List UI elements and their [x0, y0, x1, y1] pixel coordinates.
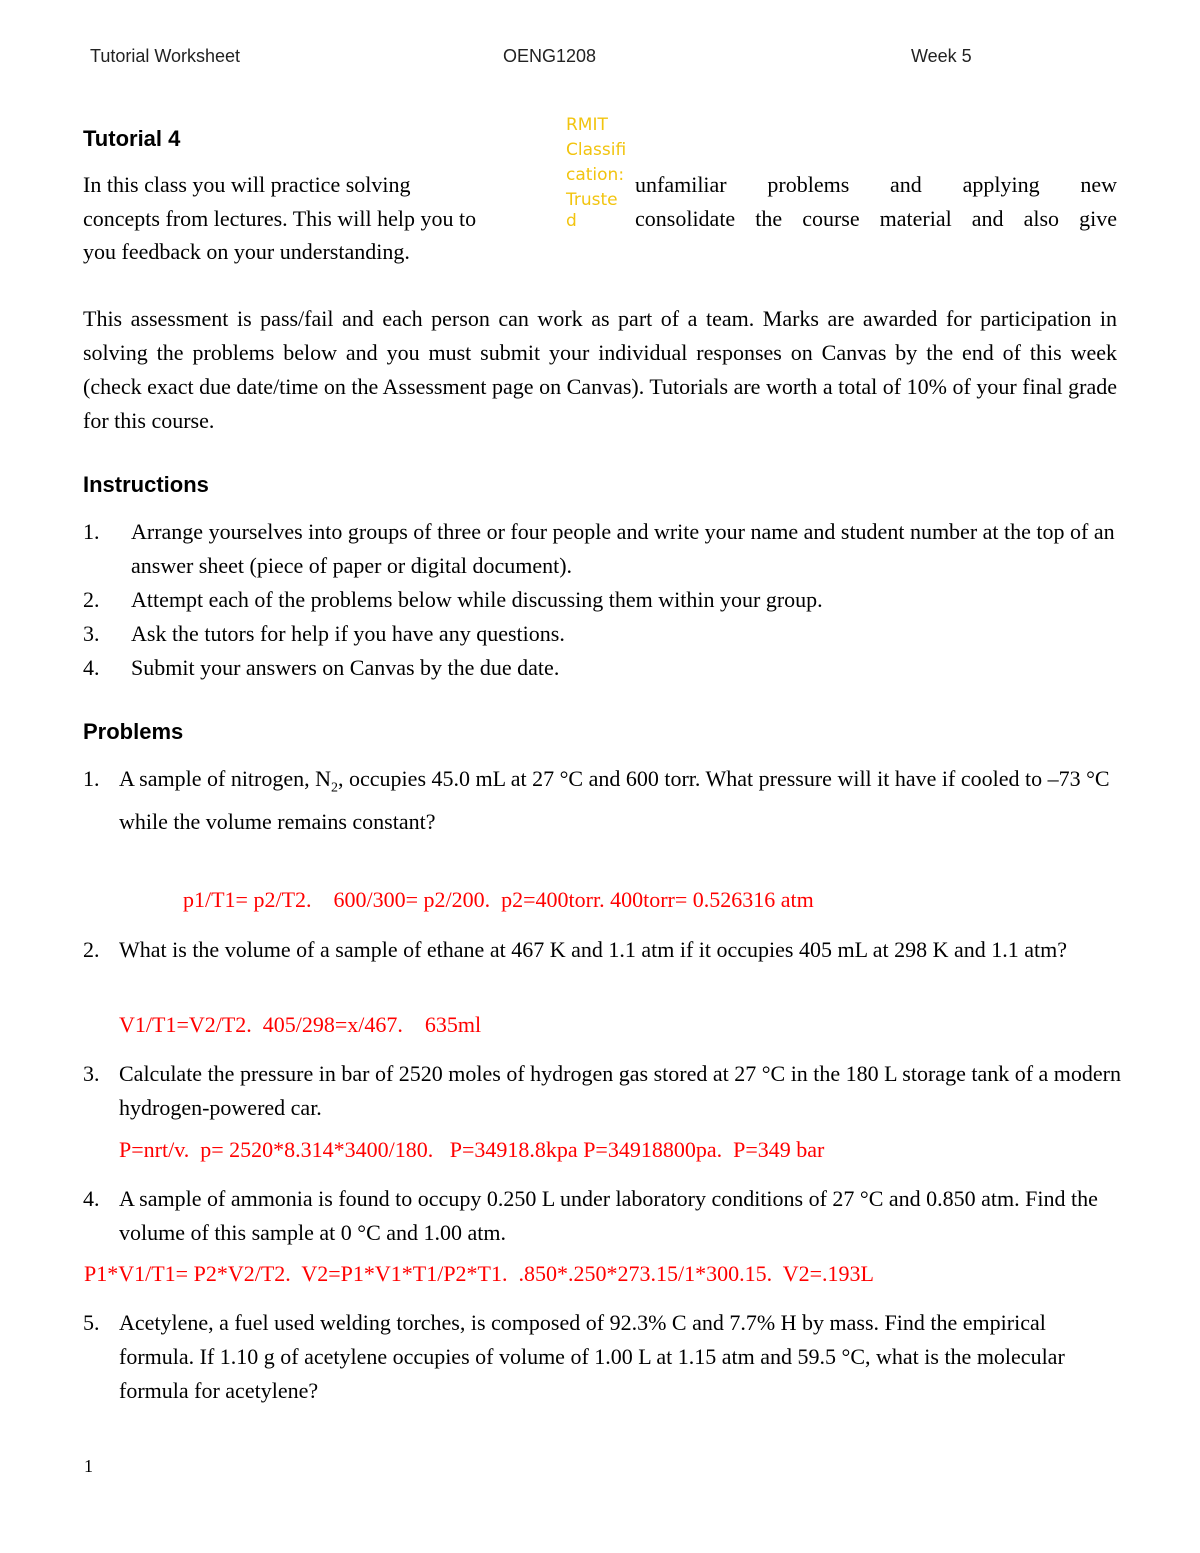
list-text: Arrange yourselves into groups of three or four people and write your name and student number at the top of an answer sheet (piece of paper or digital document). — [131, 519, 1115, 578]
problem-text: Calculate the pressure in bar of 2520 moles of hydrogen gas stored at 27 °C in the 180 L storage tank of a modern hydrogen-powered car. — [119, 1061, 1121, 1120]
problem-number: 5. — [83, 1310, 100, 1335]
answer-4: P1*V1/T1= P2*V2/T2. V2=P1*V1*T1/P2*T1. .850*.250*273.15/1*300.15. V2=.193L — [84, 1261, 874, 1286]
header-week: Week 5 — [911, 46, 972, 66]
page-title: Tutorial 4 — [83, 126, 181, 151]
problem-text: A sample of ammonia is found to occupy 0.250 L under laboratory conditions of 27 °C and 0.850 atm. Find the volume of this sample at 0 °C and 1.00 atm. — [119, 1186, 1098, 1245]
intro-line1-right: unfamiliar problems and applying new — [635, 172, 1117, 197]
intro-line2-left: concepts from lectures. This will help you to — [83, 206, 477, 231]
problem-2 — [83, 933, 1123, 967]
classification-line: Classifi — [566, 140, 627, 160]
classification-label — [566, 113, 634, 229]
answer-1: p1/T1= p2/T2. 600/300= p2/200. p2=400torr. 400torr= 0.526316 atm — [183, 887, 814, 912]
list-number: 4. — [83, 655, 100, 680]
problem-number: 1. — [83, 766, 100, 791]
problem-text-post: , occupies 45.0 mL at 27 °C and 600 torr. What pressure will it have if cooled to –73 °C while the volume remains constant? — [119, 766, 1110, 835]
header-course-code: OENG1208 — [503, 46, 597, 66]
classification-line: cation: — [566, 165, 625, 185]
problem-1 — [83, 762, 1123, 839]
problem-number: 2. — [83, 937, 100, 962]
intro-line2-right: consolidate the course material and also give — [635, 206, 1117, 231]
list-item — [83, 1182, 1123, 1250]
list-item — [83, 762, 1123, 839]
problem-5 — [83, 1306, 1123, 1408]
classification-line: d — [566, 211, 577, 231]
problem-4 — [83, 1182, 1123, 1250]
classification-line: Truste — [566, 190, 618, 210]
list-text: Submit your answers on Canvas by the due date. — [131, 655, 560, 680]
list-number: 1. — [83, 519, 100, 544]
problem-text-pre: A sample of nitrogen, N — [119, 766, 332, 791]
list-item — [83, 515, 1123, 583]
list-item — [83, 1306, 1123, 1408]
intro-line3: you feedback on your understanding. — [83, 239, 410, 264]
problem-text: What is the volume of a sample of ethane at 467 K and 1.1 atm if it occupies 405 mL at 298 K and 1.1 atm? — [119, 937, 1067, 962]
problems-heading: Problems — [83, 719, 184, 744]
problem-number: 4. — [83, 1186, 100, 1211]
list-item — [83, 933, 1123, 967]
classification-line: RMIT — [566, 115, 608, 135]
answer-3: P=nrt/v. p= 2520*8.314*3400/180. P=34918.8kpa P=34918800pa. P=349 bar — [119, 1137, 825, 1162]
intro-line1-left: In this class you will practice solving — [83, 172, 411, 197]
list-text: Attempt each of the problems below while discussing them within your group. — [131, 587, 823, 612]
list-item — [83, 651, 1123, 685]
problem-number: 3. — [83, 1061, 100, 1086]
subscript: 2 — [331, 780, 339, 796]
instructions-list — [83, 515, 1123, 685]
answer-2: V1/T1=V2/T2. 405/298=x/467. 635ml — [119, 1012, 482, 1037]
assessment-paragraph: This assessment is pass/fail and each person can work as part of a team. Marks are awarded for participation in solving the problems below and you must submit your individual responses on Canvas by the end of this week (check exact due date/time on the Assessment page on Canvas). Tutorials are worth a total of 10% of your final grade for this course. — [83, 306, 1117, 433]
list-text: Ask the tutors for help if you have any questions. — [131, 621, 565, 646]
header-left: Tutorial Worksheet — [90, 46, 241, 66]
list-item — [83, 617, 1123, 651]
problem-3 — [83, 1057, 1123, 1125]
list-number: 3. — [83, 621, 100, 646]
page-number: 1 — [84, 1456, 93, 1476]
list-item — [83, 583, 1123, 617]
list-item — [83, 1057, 1123, 1125]
instructions-heading: Instructions — [83, 472, 209, 497]
list-number: 2. — [83, 587, 100, 612]
problem-text: Acetylene, a fuel used welding torches, is composed of 92.3% C and 7.7% H by mass. Find the empirical formula. If 1.10 g of acetylene occupies of volume of 1.00 L at 1.15 atm and 59.5 °C, what is the molecular formula for acetylene? — [119, 1310, 1065, 1403]
